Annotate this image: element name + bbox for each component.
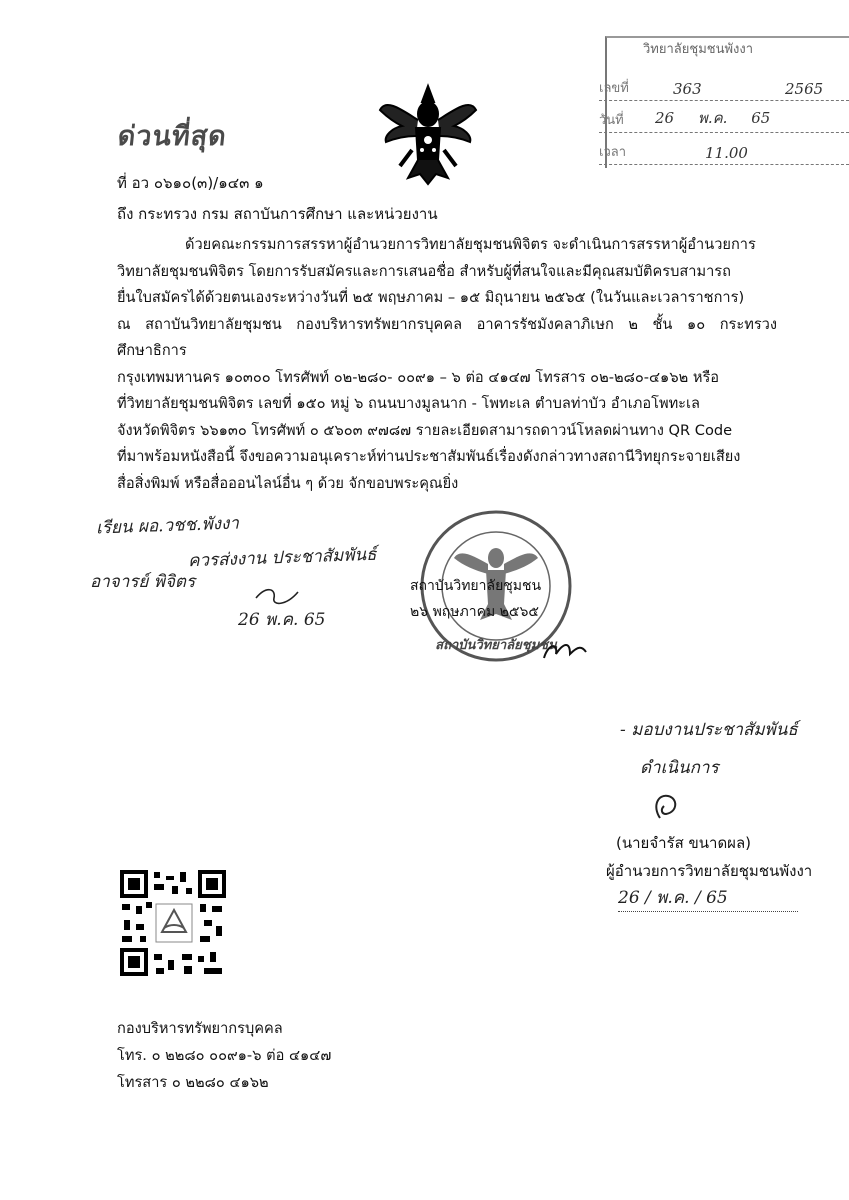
body-line: สื่อสิ่งพิมพ์ หรือสื่อออนไลน์อื่น ๆ ด้วย จักขอบพระคุณยิ่ง bbox=[117, 474, 459, 492]
body-line: กรุงเทพมหานคร ๑๐๓๐๐ โทรศัพท์ ๐๒-๒๘๐- ๐๐๙๑ – ๖ ต่อ ๔๑๔๗ โทรสาร ๐๒-๒๘๐-๔๑๖๒ หรือ bbox=[117, 368, 720, 386]
director-signature bbox=[648, 790, 688, 824]
body-paragraph bbox=[117, 232, 777, 497]
issuer-date: ๒๖ พฤษภาคม ๒๕๖๕ bbox=[410, 604, 539, 620]
received-stamp-title: วิทยาลัยชุมชนพังงา bbox=[643, 42, 754, 57]
received-date-row: วันที่ 26 พ.ค. 65 bbox=[599, 108, 849, 133]
memo-line: เรียน ผอ.วชช.พังงา bbox=[95, 513, 240, 539]
body-line: ที่มาพร้อมหนังสือนี้ จึงขอความอนุเคราะห์ท่านประชาสัมพันธ์เรื่องดังกล่าวทางสถานีวิทยุกระจายเสียง bbox=[117, 448, 741, 465]
order-note: ดำเนินการ bbox=[640, 758, 719, 778]
issuer-signature bbox=[540, 636, 590, 666]
document-number: ที่ อว ๐๖๑๐(๓)/๑๔๓ ๑ bbox=[117, 174, 264, 192]
received-stamp bbox=[597, 36, 849, 166]
body-line: ยื่นใบสมัครได้ด้วยตนเองระหว่างวันที่ ๒๕ พฤษภาคม – ๑๕ มิถุนายน ๒๕๖๕ (ในวันและเวลาราชการ) bbox=[117, 289, 745, 306]
body-line: วิทยาลัยชุมชนพิจิตร โดยการรับสมัครและการเสนอชื่อ สำหรับผู้ที่สนใจและมีคุณสมบัติครบสามารถ bbox=[117, 262, 731, 280]
received-date: 26 พ.ค. 65 bbox=[655, 109, 771, 127]
seal-ring-text: สถาบันวิทยาลัยชุมชน bbox=[435, 638, 557, 653]
issuer-org: สถาบันวิทยาลัยชุมชน bbox=[410, 578, 542, 594]
urgency-stamp: ด่วนที่สุด bbox=[116, 121, 229, 152]
footer-department: กองบริหารทรัพยากรบุคคล bbox=[117, 1020, 283, 1037]
memo-date: 26 พ.ค. 65 bbox=[238, 610, 326, 630]
memo-line: อาจารย์ พิจิตร bbox=[90, 572, 196, 592]
received-time: 11.00 bbox=[705, 144, 748, 162]
body-line: ที่วิทยาลัยชุมชนพิจิตร เลขที่ ๑๕๐ หมู่ ๖ ถนนบางมูลนาก - โพทะเล ตำบลท่าบัว อำเภอโพทะเล bbox=[117, 395, 700, 412]
received-time-row: เวลา 11.00 bbox=[599, 140, 849, 165]
qr-code[interactable] bbox=[120, 870, 226, 976]
director-name: (นายจำรัส ขนาดผล) bbox=[616, 834, 752, 852]
received-number-row: เลขที่ 363 2565 bbox=[599, 76, 849, 101]
garuda-emblem bbox=[372, 80, 484, 192]
body-line: ด้วยคณะกรรมการสรรหาผู้อำนวยการวิทยาลัยชุมชนพิจิตร จะดำเนินการสรรหาผู้อำนวยการ bbox=[185, 236, 756, 253]
body-line: ณ สถาบันวิทยาลัยชุมชน กองบริหารทรัพยากรบุคคล อาคารรัชมังคลาภิเษก ๒ ชั้น ๑๐ กระทรวงศึกษาธิการ bbox=[117, 315, 777, 359]
order-note: - มอบงานประชาสัมพันธ์ bbox=[620, 720, 798, 740]
footer-phone: โทร. ๐ ๒๒๘๐ ๐๐๙๑-๖ ต่อ ๔๑๔๗ bbox=[117, 1047, 332, 1064]
director-date: 26 / พ.ค. / 65 bbox=[618, 884, 798, 912]
director-position: ผู้อำนวยการวิทยาลัยชุมชนพังงา bbox=[606, 862, 813, 880]
received-number: 363 bbox=[673, 80, 702, 98]
memo-line: ควรส่งงาน ประชาสัมพันธ์ bbox=[187, 544, 377, 572]
recipient-line: ถึง กระทรวง กรม สถาบันการศึกษา และหน่วยงาน bbox=[117, 205, 438, 223]
received-year: 2565 bbox=[785, 80, 824, 98]
body-line: จังหวัดพิจิตร ๖๖๑๓๐ โทรศัพท์ ๐ ๕๖๐๓ ๙๗๘๗ รายละเอียดสามารถดาวน์โหลดผ่านทาง QR Code bbox=[117, 421, 733, 439]
footer-fax: โทรสาร ๐ ๒๒๘๐ ๔๑๖๒ bbox=[117, 1074, 269, 1091]
